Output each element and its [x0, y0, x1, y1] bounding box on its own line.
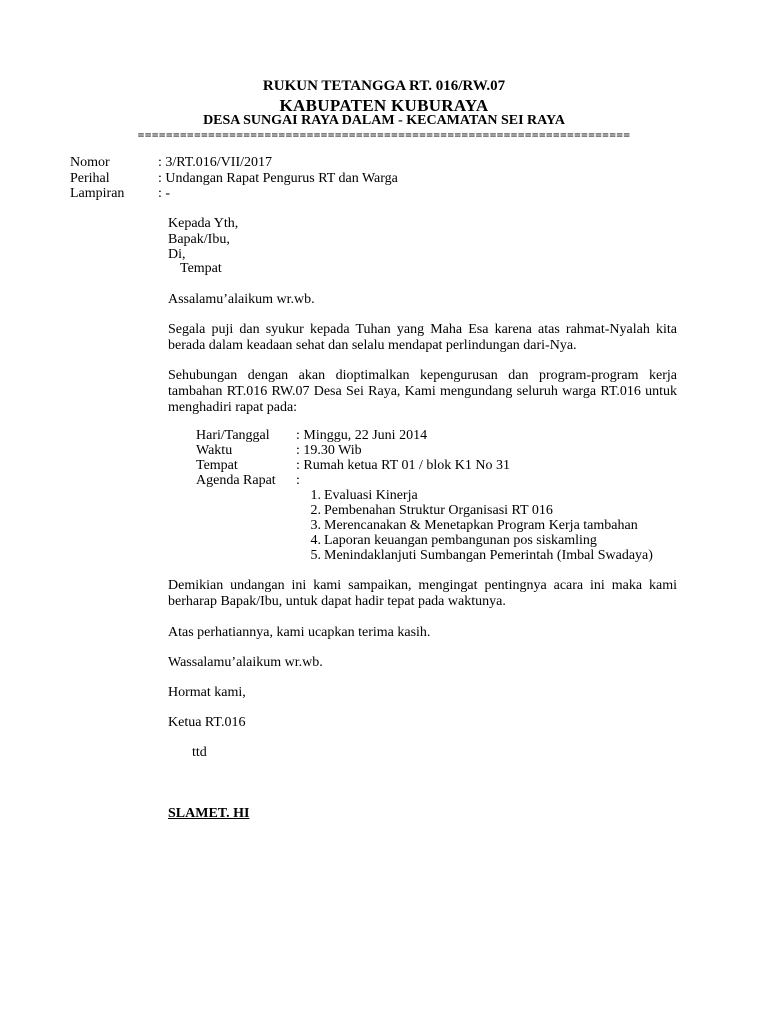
detail-value: :: [296, 473, 300, 488]
address-line: Kepada Yth,: [168, 216, 239, 231]
agenda-item: [307, 488, 653, 503]
detail-label: Hari/Tanggal: [196, 428, 270, 443]
detail-value: : Minggu, 22 Juni 2014: [296, 428, 428, 443]
meta-value: : 3/RT.016/VII/2017: [158, 155, 273, 170]
agenda-list: [307, 488, 653, 563]
thanks-text: Atas perhatiannya, kami ucapkan terima kasih.: [168, 625, 431, 640]
signer-name: SLAMET. HI: [168, 806, 250, 821]
agenda-item: [307, 533, 653, 548]
header-separator: ======================================================================: [137, 128, 631, 142]
agenda-text: Pembenahan Struktur Organisasi RT 016: [324, 503, 553, 518]
address-line: Tempat: [180, 261, 222, 276]
detail-label: Agenda Rapat: [196, 473, 276, 488]
agenda-text: Merencanakan & Menetapkan Program Kerja tambahan: [324, 518, 638, 533]
position-text: Ketua RT.016: [168, 715, 246, 730]
agenda-number: 1.: [310, 488, 321, 503]
meta-label: Perihal: [70, 171, 110, 186]
opening-greeting: Assalamu’alaikum wr.wb.: [168, 292, 315, 307]
agenda-number: 5.: [310, 548, 321, 563]
agenda-number: 3.: [310, 518, 321, 533]
agenda-number: 2.: [310, 503, 321, 518]
agenda-text: Menindaklanjuti Sumbangan Pemerintah (Imbal Swadaya): [324, 548, 653, 563]
agenda-item: [307, 548, 653, 563]
address-line: Di,: [168, 247, 186, 262]
address-line: Bapak/Ibu,: [168, 232, 230, 247]
agenda-text: Evaluasi Kinerja: [324, 488, 418, 503]
meta-value: : Undangan Rapat Pengurus RT dan Warga: [158, 171, 398, 186]
meta-label: Lampiran: [70, 186, 125, 201]
paragraph-invitation: Sehubungan dengan akan dioptimalkan kepengurusan dan program-program kerja tambahan RT.016 RW.07 Desa Sei Raya, Kami mengundang seluruh warga RT.016 untuk menghadiri rapat pada:: [168, 368, 677, 415]
detail-label: Waktu: [196, 443, 233, 458]
header-village-district: DESA SUNGAI RAYA DALAM - KECAMATAN SEI RAYA: [203, 113, 565, 128]
detail-value: : 19.30 Wib: [296, 443, 362, 458]
agenda-text: Laporan keuangan pembangunan pos siskamling: [324, 533, 597, 548]
agenda-item: [307, 503, 653, 518]
paragraph-closing: Demikian undangan ini kami sampaikan, mengingat pentingnya acara ini maka kami berharap Bapak/Ibu, untuk dapat hadir tepat pada waktunya.: [168, 578, 677, 609]
regards-text: Hormat kami,: [168, 685, 246, 700]
meta-value: : -: [158, 186, 171, 201]
header-regency: KABUPATEN KUBURAYA: [279, 96, 489, 115]
agenda-item: [307, 518, 653, 533]
signature-mark: ttd: [192, 745, 207, 760]
detail-label: Tempat: [196, 458, 238, 473]
detail-value: : Rumah ketua RT 01 / blok K1 No 31: [296, 458, 510, 473]
meta-label: Nomor: [70, 155, 110, 170]
closing-greeting: Wassalamu’alaikum wr.wb.: [168, 655, 323, 670]
header-organization: RUKUN TETANGGA RT. 016/RW.07: [262, 78, 506, 94]
paragraph-opening: Segala puji dan syukur kepada Tuhan yang Maha Esa karena atas rahmat-Nyalah kita berada dalam keadaan sehat dan selalu mendapat perlindungan dari-Nya.: [168, 322, 677, 353]
agenda-number: 4.: [310, 533, 321, 548]
